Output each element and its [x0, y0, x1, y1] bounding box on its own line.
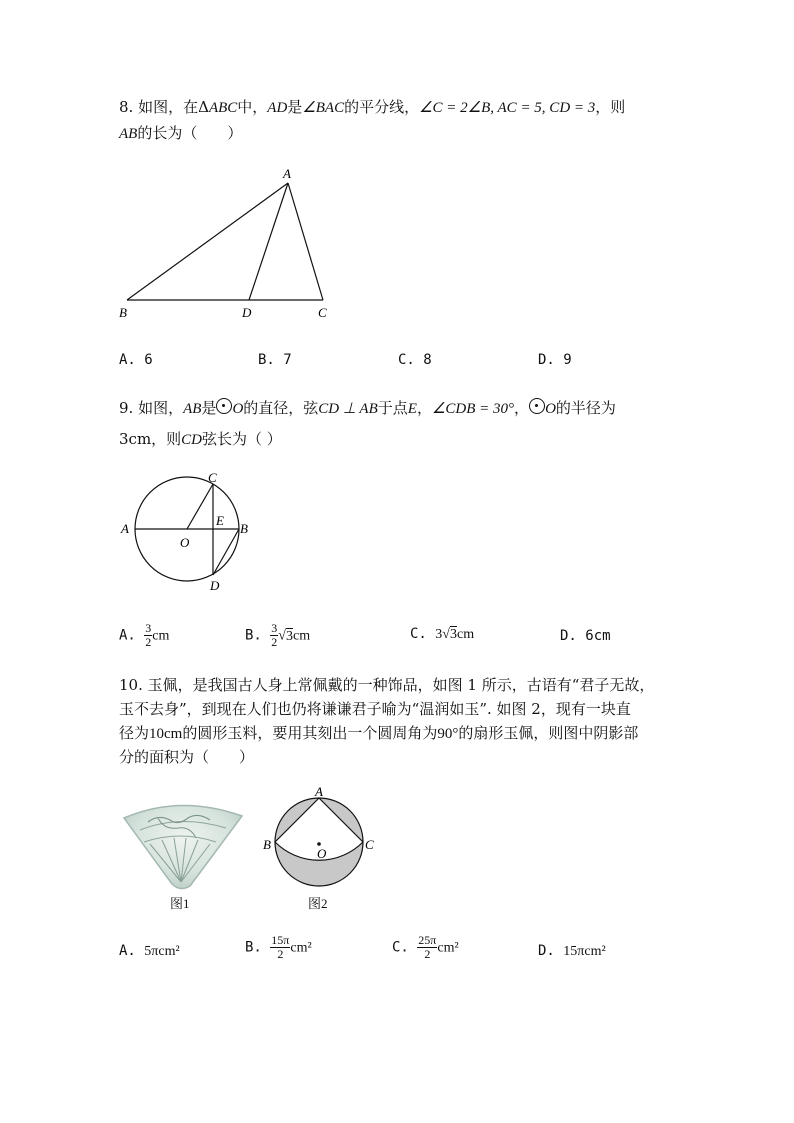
- q10-stem-line2: 玉不去身”，到现在人们也仍将谦谦君子喻为“温润如玉”. 如图 2，现有一块直: [119, 700, 631, 718]
- q9-option-a[interactable]: A. $\frac{3}{2}$ cm: [119, 621, 170, 649]
- circle-symbol-icon: [529, 398, 545, 414]
- figure1-caption: 图1: [170, 896, 190, 911]
- q9-stem-line1: 9. 如图，AB是 O的直径，弦CD ⊥ AB于点E，∠CDB = 30°， O的半径为: [119, 399, 616, 417]
- q9-stem-line2: 3cm，则CD弦长为（ ）: [119, 430, 282, 448]
- q8-conditions: ∠C = 2∠B, AC = 5, CD = 3: [419, 100, 596, 116]
- q10-stem-line3: 径为10cm的圆形玉料，要用其刻出一个圆周角为90°的扇形玉佩，则图中阴影部: [119, 724, 639, 742]
- q8-triangle-figure: [110, 162, 340, 327]
- q10-option-b[interactable]: B. $\frac{15\pi}{2}$ cm²: [245, 933, 312, 961]
- q8-option-d[interactable]: D. 9: [538, 352, 572, 368]
- figure2-caption: 图2: [308, 896, 328, 911]
- q10-sector-figure: [258, 782, 383, 894]
- jade-fan-pendant-image: [118, 800, 248, 892]
- circle-symbol-icon: [216, 398, 232, 414]
- q10-option-d[interactable]: D. 15πcm²: [538, 943, 606, 959]
- q10-option-c[interactable]: C. $\frac{25\pi}{2}$ cm²: [392, 933, 459, 961]
- q8-label-B: B: [119, 305, 127, 320]
- q10-option-a[interactable]: A. 5πcm²: [119, 943, 180, 959]
- q8-option-a[interactable]: A. 6: [119, 352, 153, 368]
- q8-label-A: A: [283, 166, 291, 181]
- q8-option-b[interactable]: B. 7: [258, 352, 292, 368]
- q9-option-d[interactable]: D. 6cm: [560, 628, 611, 644]
- q10-stem-line1: 10. 玉佩，是我国古人身上常佩戴的一种饰品，如图 1 所示，古语有“君子无故，: [119, 676, 655, 694]
- q10-label-A: A: [315, 784, 323, 799]
- q10-label-B: B: [263, 837, 271, 852]
- q8-stem-line2: AB的长为（ ）: [119, 124, 243, 142]
- q9-circle-figure: [115, 470, 260, 598]
- q9-option-c[interactable]: C. 3√3cm: [410, 626, 475, 642]
- q8-number-text: 8. 如图，在: [119, 98, 199, 116]
- q9-label-A: A: [121, 521, 129, 536]
- q10-label-O: O: [317, 846, 327, 861]
- q8-label-D: D: [242, 305, 252, 320]
- q10-label-C: C: [365, 837, 374, 852]
- q9-label-D: D: [210, 578, 220, 593]
- q9-option-b[interactable]: B. $\frac{3}{2}$ √3cm: [245, 621, 311, 649]
- q10-stem-line4: 分的面积为（ ）: [119, 748, 255, 766]
- q8-option-c[interactable]: C. 8: [398, 352, 432, 368]
- q9-label-C: C: [208, 470, 217, 485]
- q8-label-C: C: [318, 305, 327, 320]
- q8-stem-line1: 8. 如图，在ΔABC中，AD是∠BAC的平分线，∠C = 2∠B, AC = 5, CD = 3，则: [119, 98, 626, 116]
- q9-label-E: E: [216, 513, 224, 528]
- q9-label-O: O: [180, 535, 190, 550]
- q9-label-B: B: [240, 521, 248, 536]
